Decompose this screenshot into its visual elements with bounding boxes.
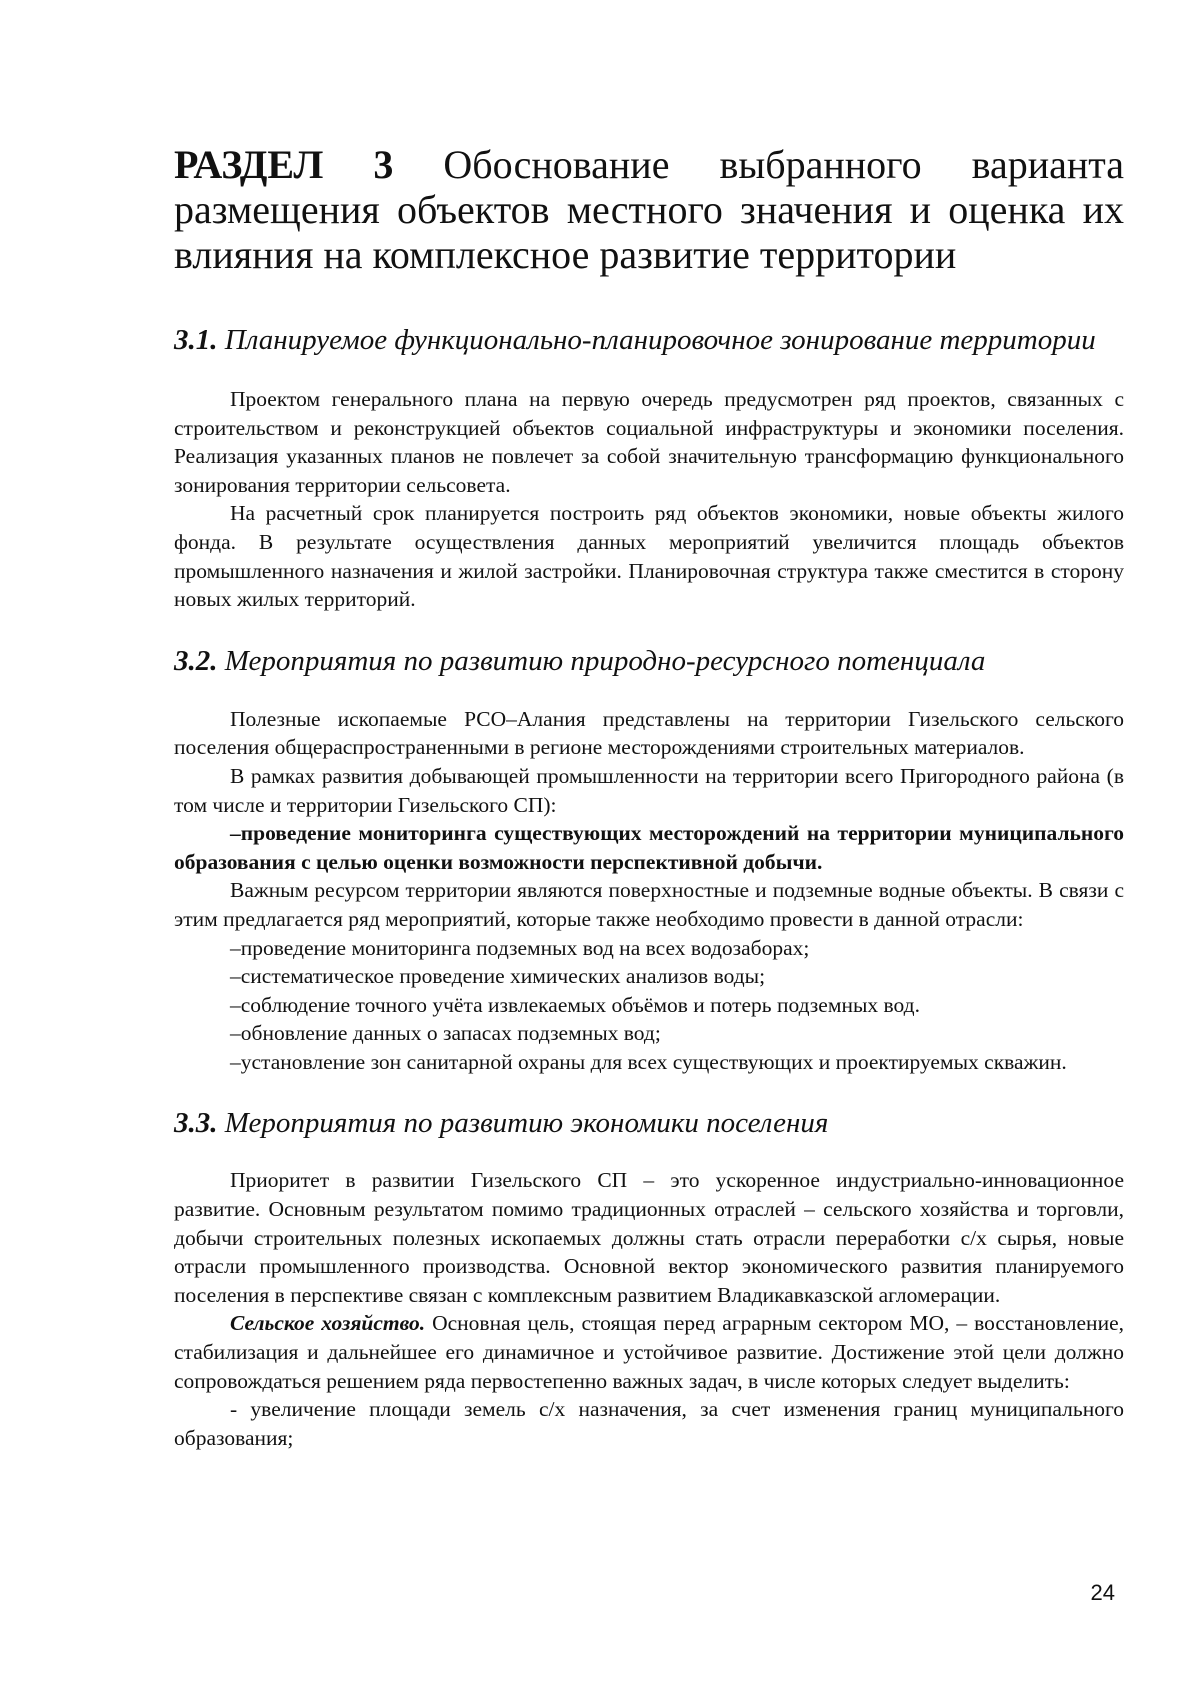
agriculture-text: Основная цель, стоящая перед аграрным сектором МО, – восстановление, стабилизация и дальнейшее его динамичное и устойчивое развитие. Достижение этой цели должно сопровождаться решением ряда первостепенно важных задач, в числе которых следует выделить: (174, 1311, 1124, 1393)
list-item: –обновление данных о запасах подземных вод; (230, 1021, 661, 1046)
paragraph: Приоритет в развитии Гизельского СП – это ускоренное индустриально-инновационное развитие. Основным результатом помимо традиционных отраслей – сельского хозяйства и торговли, добычи строительных полезных ископаемых должны стать отрасли переработки с/х сырья, новые отрасли промышленного производства. Основной вектор экономического развития планируемого поселения в перспективе связан с комплексным развитием Владикавказской агломерации. (174, 1168, 1124, 1307)
subsection-1-title: Планируемое функционально-планировочное зонирование территории (224, 324, 1096, 356)
subsection-1-body (174, 385, 1124, 614)
section-title-text: Обоснование выбранного варианта размещения объектов местного значения и оценка их влияния на комплексное развитие территории (174, 142, 1124, 277)
subsection-2-body (174, 705, 1124, 1077)
paragraph: На расчетный срок планируется построить ряд объектов экономики, новые объекты жилого фонда. В результате осуществления данных мероприятий увеличится площадь объектов промышленного назначения и жилой застройки. Планировочная структура также сместится в сторону новых жилых территорий. (174, 501, 1124, 612)
list-item: –проведение мониторинга подземных вод на всех водозаборах; (230, 935, 810, 960)
subsection-1-number: 3.1. (174, 324, 218, 356)
agriculture-paragraph (174, 1309, 1124, 1395)
list-item: –установление зон санитарной охраны для всех существующих и проектируемых скважин. (230, 1049, 1067, 1074)
paragraph: Важным ресурсом территории являются поверхностные и подземные водные объекты. В связи с этим предлагается ряд мероприятий, которые также необходимо провести в данной отрасли: (174, 878, 1124, 931)
page-number: 24 (1090, 1580, 1115, 1605)
subsection-3-number: 3.3. (174, 1107, 218, 1140)
subsection-3-body (174, 1166, 1124, 1452)
subsection-2-heading (174, 644, 1124, 678)
paragraph: Проектом генерального плана на первую очередь предусмотрен ряд проектов, связанных с строительством и реконструкцией объектов социальной инфраструктуры и экономики поселения. Реализация указанных планов не повлечет за собой значительную трансформацию функционального зонирования территории сельсовета. (174, 387, 1124, 497)
subsection-1-heading (174, 323, 1124, 357)
subsection-3-heading (174, 1106, 1124, 1140)
list-item: –соблюдение точного учёта извлекаемых объёмов и потерь подземных вод. (230, 992, 920, 1017)
paragraph: Полезные ископаемые РСО–Алания представлены на территории Гизельского сельского поселения общераспространенными в регионе месторождениями строительных материалов. (174, 706, 1124, 760)
subsection-2-title: Мероприятия по развитию природно-ресурсного потенциала (224, 644, 986, 677)
paragraph: В рамках развития добывающей промышленности на территории всего Пригородного района (в том числе и территории Гизельского СП): (174, 763, 1124, 817)
subsection-3-title: Мероприятия по развитию экономики поселения (224, 1107, 829, 1140)
list-item: –систематическое проведение химических анализов воды; (230, 964, 766, 989)
bold-list-item: –проведение мониторинга существующих месторождений на территории муниципального образования с целью оценки возможности перспективной добычи. (174, 821, 1124, 874)
list-item: - увеличение площади земель с/х назначения, за счет изменения границ муниципального образования; (174, 1397, 1124, 1450)
page-content (174, 142, 1124, 1452)
section-number: РАЗДЕЛ 3 (174, 142, 394, 187)
section-title (174, 142, 1124, 277)
subsection-2-number: 3.2. (174, 644, 218, 677)
agriculture-label: Сельское хозяйство. (230, 1311, 426, 1336)
